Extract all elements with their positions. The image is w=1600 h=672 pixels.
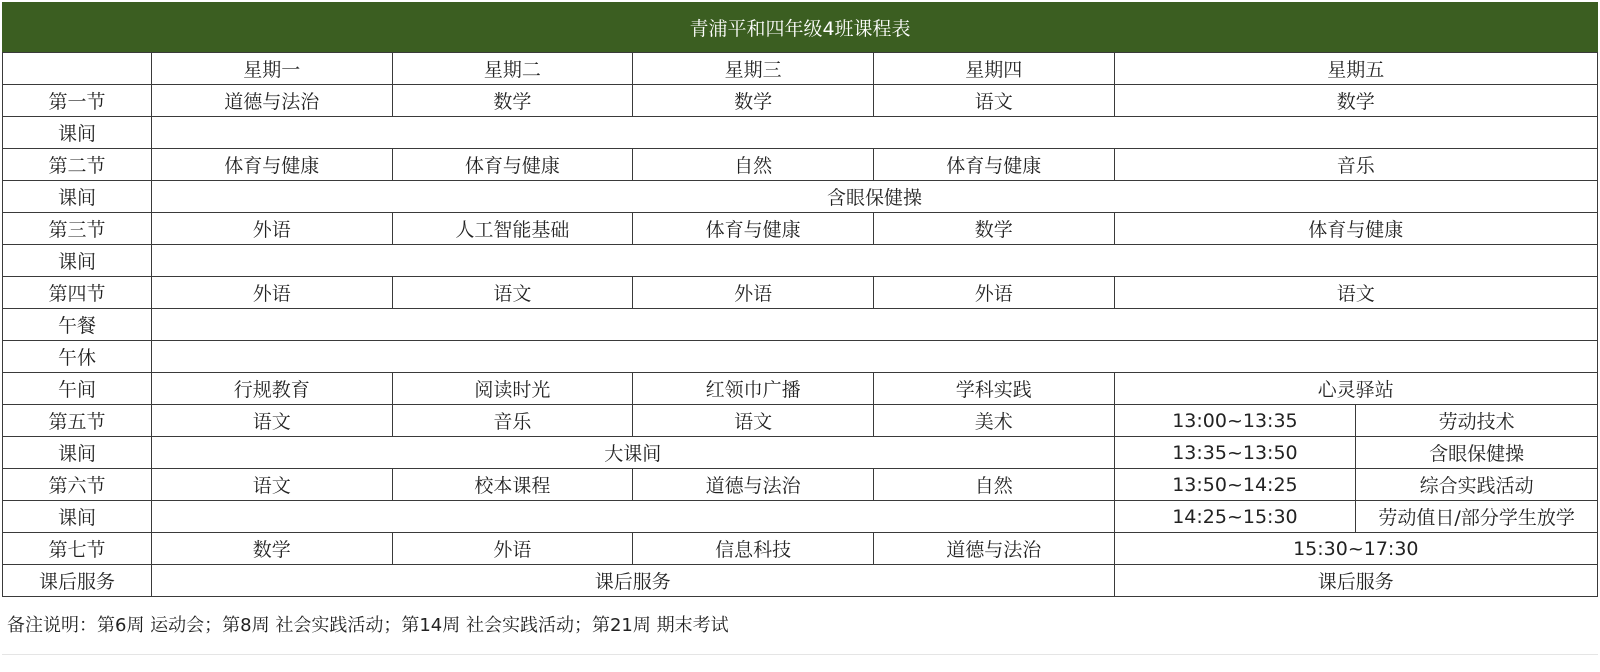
subject-cell: 信息科技 bbox=[633, 533, 874, 565]
notes-text: 备注说明：第6周 运动会；第8周 社会实践活动；第14周 社会实践活动；第21周 期末考试 bbox=[7, 615, 729, 636]
period-label: 第四节 bbox=[3, 277, 152, 309]
period-row bbox=[3, 149, 1598, 181]
subject-cell: 学科实践 bbox=[873, 373, 1114, 405]
subject-cell: 语文 bbox=[151, 469, 392, 501]
day-header: 星期二 bbox=[392, 53, 633, 85]
subject-cell: 道德与法治 bbox=[873, 533, 1114, 565]
period-row bbox=[3, 309, 1598, 341]
period-label: 午休 bbox=[3, 341, 152, 373]
subject-cell: 数学 bbox=[151, 533, 392, 565]
friday-subject-cell: 劳动值日/部分学生放学 bbox=[1356, 501, 1598, 533]
period-label: 第二节 bbox=[3, 149, 152, 181]
period-row bbox=[3, 437, 1598, 469]
subject-cell: 外语 bbox=[151, 213, 392, 245]
period-row bbox=[3, 341, 1598, 373]
timetable-grid bbox=[2, 52, 1598, 597]
break-cell bbox=[151, 309, 1597, 341]
friday-subject-cell: 含眼保健操 bbox=[1356, 437, 1598, 469]
period-row bbox=[3, 117, 1598, 149]
friday-after-school-label: 课后服务 bbox=[1114, 565, 1597, 597]
subject-cell: 语文 bbox=[1114, 277, 1597, 309]
day-header: 星期五 bbox=[1114, 53, 1597, 85]
period-row bbox=[3, 245, 1598, 277]
subject-cell: 美术 bbox=[873, 405, 1114, 437]
period-row bbox=[3, 85, 1598, 117]
friday-time-cell: 13:00~13:35 bbox=[1114, 405, 1356, 437]
day-header: 星期三 bbox=[633, 53, 874, 85]
subject-cell: 语文 bbox=[633, 405, 874, 437]
subject-cell: 语文 bbox=[392, 277, 633, 309]
subject-cell: 体育与健康 bbox=[1114, 213, 1597, 245]
day-header: 星期一 bbox=[151, 53, 392, 85]
subject-cell: 红领巾广播 bbox=[633, 373, 874, 405]
period-label: 午间 bbox=[3, 373, 152, 405]
subject-cell: 体育与健康 bbox=[633, 213, 874, 245]
period-row bbox=[3, 533, 1598, 565]
subject-cell: 数学 bbox=[392, 85, 633, 117]
period-row bbox=[3, 373, 1598, 405]
subject-cell: 音乐 bbox=[1114, 149, 1597, 181]
subject-cell: 外语 bbox=[392, 533, 633, 565]
friday-subject-cell: 综合实践活动 bbox=[1356, 469, 1598, 501]
period-label: 课间 bbox=[3, 245, 152, 277]
subject-cell: 数学 bbox=[633, 85, 874, 117]
subject-cell: 外语 bbox=[633, 277, 874, 309]
day-header-row bbox=[3, 53, 1598, 85]
subject-cell: 人工智能基础 bbox=[392, 213, 633, 245]
subject-cell: 音乐 bbox=[392, 405, 633, 437]
period-label: 课间 bbox=[3, 181, 152, 213]
period-row bbox=[3, 469, 1598, 501]
mon-thu-merged-cell: 课后服务 bbox=[151, 565, 1114, 597]
subject-cell: 体育与健康 bbox=[873, 149, 1114, 181]
subject-cell: 阅读时光 bbox=[392, 373, 633, 405]
subject-cell: 行规教育 bbox=[151, 373, 392, 405]
friday-time-cell: 13:35~13:50 bbox=[1114, 437, 1356, 469]
bottom-divider bbox=[2, 654, 1598, 655]
subject-cell: 语文 bbox=[873, 85, 1114, 117]
period-label: 第一节 bbox=[3, 85, 152, 117]
friday-subject-cell: 劳动技术 bbox=[1356, 405, 1598, 437]
subject-cell: 体育与健康 bbox=[392, 149, 633, 181]
mon-thu-merged-cell bbox=[151, 501, 1114, 533]
subject-cell: 外语 bbox=[873, 277, 1114, 309]
subject-cell: 自然 bbox=[873, 469, 1114, 501]
day-header: 星期四 bbox=[873, 53, 1114, 85]
subject-cell: 数学 bbox=[873, 213, 1114, 245]
period-row bbox=[3, 501, 1598, 533]
period-label: 课间 bbox=[3, 501, 152, 533]
break-cell bbox=[151, 117, 1597, 149]
subject-cell: 自然 bbox=[633, 149, 874, 181]
break-cell: 含眼保健操 bbox=[151, 181, 1597, 213]
subject-cell: 道德与法治 bbox=[633, 469, 874, 501]
subject-cell: 校本课程 bbox=[392, 469, 633, 501]
period-row bbox=[3, 405, 1598, 437]
subject-cell: 体育与健康 bbox=[151, 149, 392, 181]
period-label: 午餐 bbox=[3, 309, 152, 341]
period-row bbox=[3, 181, 1598, 213]
period-row bbox=[3, 277, 1598, 309]
period-label: 第五节 bbox=[3, 405, 152, 437]
friday-time-cell: 13:50~14:25 bbox=[1114, 469, 1356, 501]
period-label: 第七节 bbox=[3, 533, 152, 565]
subject-cell: 心灵驿站 bbox=[1114, 373, 1597, 405]
subject-cell: 数学 bbox=[1114, 85, 1597, 117]
period-row bbox=[3, 213, 1598, 245]
period-label: 课间 bbox=[3, 117, 152, 149]
friday-after-school-time: 15:30~17:30 bbox=[1114, 533, 1597, 565]
timetable-title: 青浦平和四年级4班课程表 bbox=[2, 2, 1598, 52]
mon-thu-merged-cell: 大课间 bbox=[151, 437, 1114, 469]
subject-cell: 道德与法治 bbox=[151, 85, 392, 117]
period-row bbox=[3, 565, 1598, 597]
friday-time-cell: 14:25~15:30 bbox=[1114, 501, 1356, 533]
period-label: 课间 bbox=[3, 437, 152, 469]
period-label: 第六节 bbox=[3, 469, 152, 501]
break-cell bbox=[151, 341, 1597, 373]
period-label: 第三节 bbox=[3, 213, 152, 245]
period-label: 课后服务 bbox=[3, 565, 152, 597]
break-cell bbox=[151, 245, 1597, 277]
subject-cell: 语文 bbox=[151, 405, 392, 437]
subject-cell: 外语 bbox=[151, 277, 392, 309]
corner-cell bbox=[3, 53, 152, 85]
